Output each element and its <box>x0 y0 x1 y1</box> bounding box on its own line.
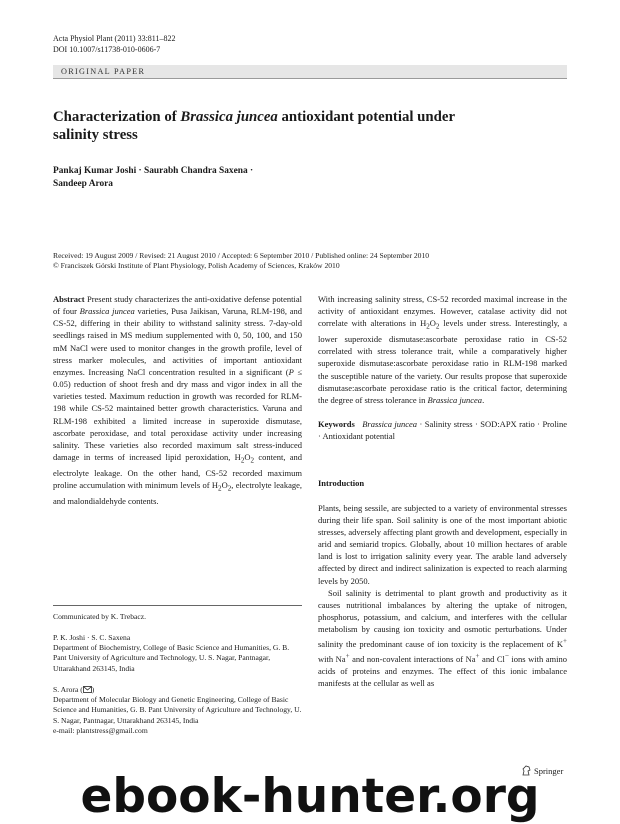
doi: DOI 10.1007/s11738-010-0606-7 <box>53 44 161 54</box>
journal-citation: Acta Physiol Plant (2011) 33:811–822 <box>53 34 176 43</box>
publisher-name: Springer <box>534 765 564 776</box>
paper-type-label: ORIGINAL PAPER <box>61 67 146 76</box>
publication-history <box>53 251 567 271</box>
left-column <box>53 293 302 507</box>
affiliation-2-names: S. Arora ( ) <box>53 685 95 694</box>
abstract-continuation: With increasing salinity stress, CS-52 recorded maximal increase in the activity of antioxidant enzymes. However, catalase activity did not correlate with alterations in $H_2O_2$ levels under stress. Interestingly, a lower superoxide dismutase:ascorbate peroxidase ratio in CS-52 correlated with stress tolerance trait, while a comparatively higher superoxide dismutase:ascorbate peroxidase ratio in RLM-198 marked the susceptible nature of the variety. Our results propose that superoxide dismutase:ascorbate peroxidase ratio is the critical factor, determining the degree of stress tolerance in Brassica juncea. <box>318 294 567 405</box>
dates-line: Received: 19 August 2009 / Revised: 21 August 2010 / Accepted: 6 September 2010 / Published online: 24 September 2010 <box>53 251 430 260</box>
authors-line-1: Pankaj Kumar Joshi · Saurabh Chandra Saxena · <box>53 166 254 176</box>
authors-line-2: Sandeep Arora <box>53 179 113 189</box>
copyright-line: © Franciszek Górski Institute of Plant Physiology, Polish Academy of Sciences, Kraków 2010 <box>53 261 340 270</box>
title-species: Brassica juncea <box>180 109 278 125</box>
communicated-by: Communicated by K. Trebacz. <box>53 612 147 621</box>
watermark-text: ebook-hunter.org <box>80 774 540 824</box>
title-text: Characterization of <box>53 109 181 125</box>
header-rule <box>53 78 567 79</box>
journal-reference <box>53 34 176 55</box>
affiliation-2-text: Department of Molecular Biology and Genetic Engineering, College of Basic Science and Humanities, G. B. Pant University of Agriculture and Technology, U. S. Nagar, Pantnagar, Uttarakhand 263145, India <box>53 695 302 725</box>
abstract-label: Abstract <box>53 294 85 304</box>
abstract-paragraph: Abstract Present study characterizes the anti-oxidative defense potential of four Brassica juncea varieties, Pusa Jaikisan, Varuna, RLM-198, and CS-52, differing in their ability to withstand salinity stress. 7-day-old seedlings raised in MS medium supplemented with 0, 50, 100, and 150 mM NaCl were used to monitor changes in the growth profile, level of stress marker molecules, and activities of important antioxidant enzymes. Increasing NaCl concentration resulted in a significant (P ≤ 0.05) reduction of shoot fresh and dry mass and vigor index in all the varieties tested. Maximum reduction in growth was recorded for RLM-198 while CS-52 maintained better growth characteristics. Varuna and RLM-198 exhibited a limited increase in superoxide dismutase, ascorbate peroxidase, and total peroxidase activity under increasing salinity. These varieties also recorded maximum salt stress-induced damage in terms of increased lipid peroxidation, $H_2O_2$ content, and electrolyte leakage. On the other hand, CS-52 recorded maximum proline accumulation with minimum levels of $H_2O_2$, electrolyte leakage, and malondialdehyde contents. <box>53 294 303 506</box>
affiliation-1 <box>53 633 302 674</box>
affiliation-1-text: Department of Biochemistry, College of Basic Science and Humanities, G. B. Pant University of Agriculture and Technology, U. S. Nagar, Pantnagar, Uttarakhand 263145, India <box>53 643 290 673</box>
right-column <box>318 293 567 690</box>
affiliation-1-names: P. K. Joshi · S. C. Saxena <box>53 633 131 642</box>
section-heading-introduction: Introduction <box>318 478 365 489</box>
keywords-label: Keywords <box>318 419 355 430</box>
title-text-end: antioxidant potential under salinity stress <box>53 109 455 143</box>
corresponding-email[interactable]: e-mail: plantstress@gmail.com <box>53 725 148 735</box>
footnote-rule <box>53 605 302 606</box>
affiliation-2 <box>53 685 302 736</box>
intro-paragraph-2: Soil salinity is detrimental to plant growth and productivity as it causes nutritional imbalances by altering the uptake of nitrogen, phosphorus, potassium, and calcium, and interferes with the cellular metabolism by causing ion toxicity and osmotic perturbations. Under salinity the predominant cause of ion toxicity is the replacement of K+ with Na+ and non-covalent interactions of Na+ and Cl− ions with amino acids of proteins and enzymes. The effect of this ionic imbalance manifests at the cellular as well as <box>318 587 568 689</box>
envelope-icon <box>83 686 92 693</box>
paper-title <box>53 108 503 144</box>
keywords: Keywords Brassica juncea · Salinity stress · SOD:APX ratio · Proline · Antioxidant potential <box>318 419 567 442</box>
watermark <box>0 774 620 824</box>
author-list <box>53 165 353 191</box>
intro-paragraph-1: Plants, being sessile, are subjected to a variety of environmental stresses during their life span. Soil salinity is one of the most important abiotic stresses, adversely affecting plant growth and development, especially in arid and semiarid tropics. Globally, about 10 million hectares of arable land is lost to irrigation salinity every year. The arable land adversely affected by direct and indirect salinization is expected to reach alarming levels by 2050. <box>318 502 567 586</box>
